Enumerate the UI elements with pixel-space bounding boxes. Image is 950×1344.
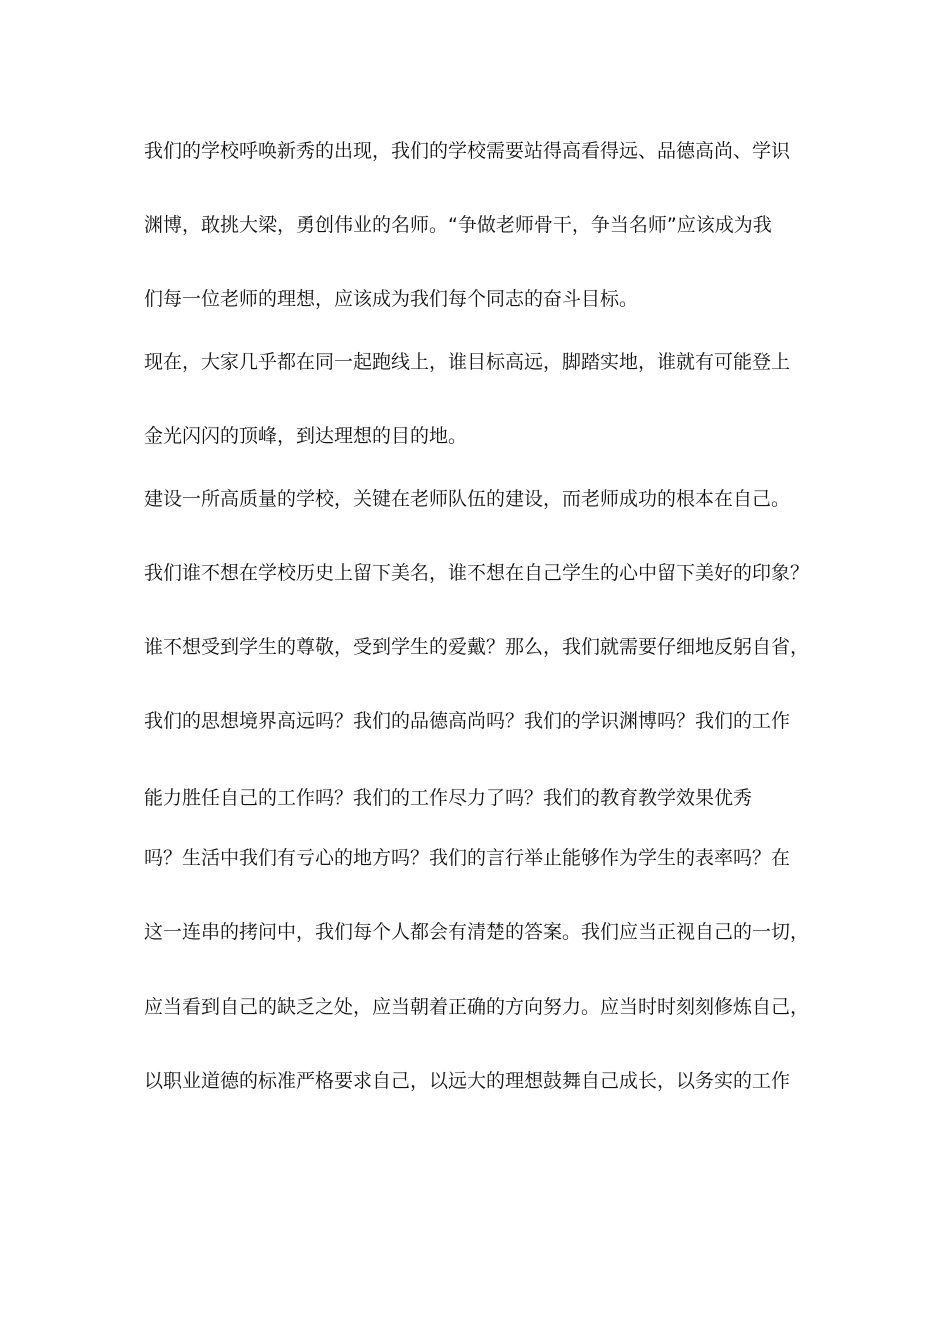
text-line: 我们的思想境界高远吗？我们的品德高尚吗？我们的学识渊博吗？我们的工作: [144, 710, 791, 732]
text-line: 这一连串的拷问中，我们每个人都会有清楚的答案。我们应当正视自己的一切，: [144, 921, 810, 943]
text-line: 们每一位老师的理想，应该成为我们每个同志的奋斗目标。: [144, 288, 639, 310]
text-line: 金光闪闪的顶峰，到达理想的目的地。: [144, 425, 468, 447]
text-line: 吗？生活中我们有亏心的地方吗？我们的言行举止能够作为学生的表率吗？在: [144, 847, 791, 869]
text-line: 我们的学校呼唤新秀的出现，我们的学校需要站得高看得远、品德高尚、学识: [144, 140, 791, 162]
text-line: 渊博，敢挑大梁，勇创伟业的名师。“争做老师骨干，争当名师”应该成为我: [144, 214, 772, 236]
text-line: 应当看到自己的缺乏之处，应当朝着正确的方向努力。应当时时刻刻修炼自己，: [144, 996, 810, 1018]
text-line: 以职业道德的标准严格要求自己，以远大的理想鼓舞自己成长，以务实的工作: [144, 1070, 791, 1092]
text-line: 我们谁不想在学校历史上留下美名，谁不想在自己学生的心中留下美好的印象？: [144, 562, 810, 584]
text-line: 谁不想受到学生的尊敬，受到学生的爱戴？那么，我们就需要仔细地反躬自省，: [144, 636, 810, 658]
text-line: 建设一所高质量的学校，关键在老师队伍的建设，而老师成功的根本在自己。: [144, 488, 791, 510]
text-line: 现在，大家几乎都在同一起跑线上，谁目标高远，脚踏实地，谁就有可能登上: [144, 351, 791, 373]
text-line: 能力胜任自己的工作吗？我们的工作尽力了吗？我们的教育教学效果优秀: [144, 787, 753, 809]
